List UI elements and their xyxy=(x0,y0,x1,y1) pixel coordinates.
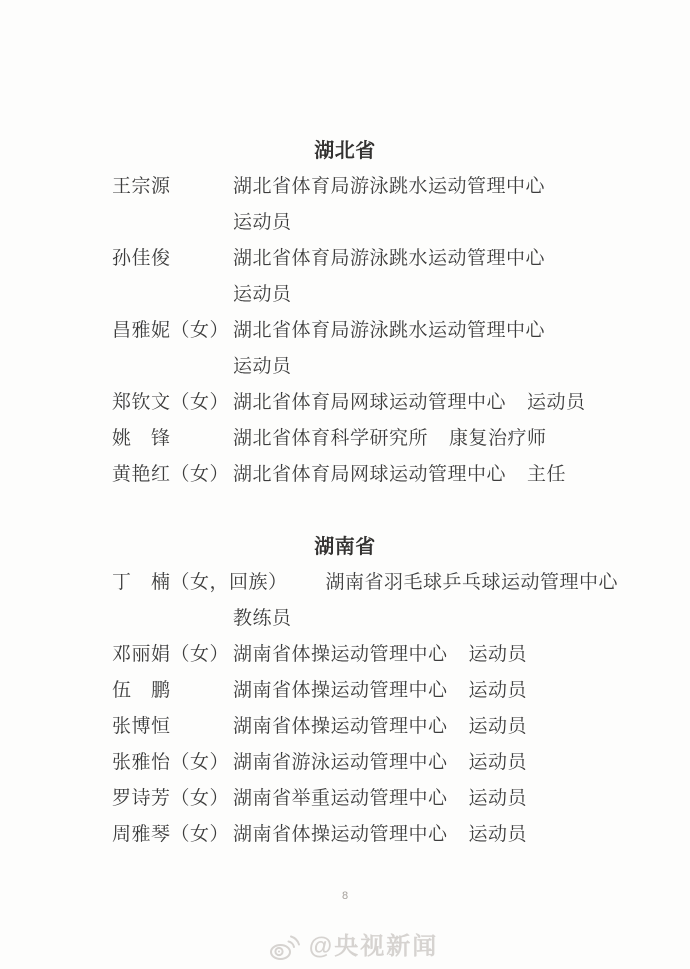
section-title-hunan: 湖南省 xyxy=(314,536,376,558)
person-role: 运动员 xyxy=(468,788,528,809)
person-org: 湖南省体操运动管理中心 xyxy=(233,680,448,701)
list-entry xyxy=(112,421,690,457)
person-role: 教练员 xyxy=(233,608,292,629)
person-role: 运动员 xyxy=(468,644,528,665)
list-entry xyxy=(112,817,690,853)
list-entry xyxy=(112,565,690,637)
person-org: 湖北省体育局游泳跳水运动管理中心 xyxy=(233,320,546,341)
person-org: 湖南省羽毛球乒乓球运动管理中心 xyxy=(325,572,619,593)
page-number: 8 xyxy=(341,890,349,902)
person-role: 运动员 xyxy=(468,680,528,701)
person-org: 湖南省体操运动管理中心 xyxy=(233,716,448,737)
person-name: 周雅琴（女） xyxy=(112,824,230,845)
list-entry xyxy=(112,313,690,385)
person-org: 湖南省游泳运动管理中心 xyxy=(233,752,448,773)
person-name: 昌雅妮（女） xyxy=(112,320,230,341)
person-org: 湖北省体育局游泳跳水运动管理中心 xyxy=(233,176,546,197)
person-name: 邓丽娟（女） xyxy=(112,644,230,665)
list-entry xyxy=(112,241,690,313)
section-title-hubei: 湖北省 xyxy=(314,140,376,162)
person-name: 伍 鹏 xyxy=(112,680,171,701)
watermark xyxy=(8,930,690,964)
person-role: 运动员 xyxy=(468,716,528,737)
person-role: 运动员 xyxy=(233,212,292,233)
person-org: 湖北省体育科学研究所 xyxy=(233,428,429,449)
person-name: 张博恒 xyxy=(112,716,171,737)
list-entry xyxy=(112,673,690,709)
person-org: 湖南省举重运动管理中心 xyxy=(233,788,448,809)
person-name: 孙佳俊 xyxy=(112,248,171,269)
person-role: 运动员 xyxy=(468,752,528,773)
person-name: 姚 锋 xyxy=(112,428,171,449)
list-entry xyxy=(112,169,690,241)
person-org: 湖南省体操运动管理中心 xyxy=(233,644,448,665)
person-name: 郑钦文（女） xyxy=(112,392,230,413)
watermark-handle: @央视新闻 xyxy=(308,933,439,960)
list-entry xyxy=(112,709,690,745)
list-entry xyxy=(112,385,690,421)
person-name: 丁 楠（女，回族） xyxy=(112,572,288,593)
weibo-icon xyxy=(268,931,302,963)
person-org: 湖北省体育局网球运动管理中心 xyxy=(233,392,507,413)
person-role: 运动员 xyxy=(233,356,292,377)
person-org: 湖北省体育局网球运动管理中心 xyxy=(233,464,507,485)
list-entry xyxy=(112,745,690,781)
person-name: 罗诗芳（女） xyxy=(112,788,230,809)
list-entry xyxy=(112,457,690,493)
list-entry xyxy=(112,781,690,817)
person-role: 运动员 xyxy=(468,824,528,845)
person-role: 运动员 xyxy=(233,284,292,305)
person-name: 王宗源 xyxy=(112,176,171,197)
person-org: 湖北省体育局游泳跳水运动管理中心 xyxy=(233,248,546,269)
person-role: 主任 xyxy=(527,464,567,485)
list-entry xyxy=(112,637,690,673)
person-name: 黄艳红（女） xyxy=(112,464,230,485)
person-org: 湖南省体操运动管理中心 xyxy=(233,824,448,845)
person-role: 运动员 xyxy=(527,392,586,413)
person-name: 张雅怡（女） xyxy=(112,752,230,773)
person-role: 康复治疗师 xyxy=(449,428,547,449)
